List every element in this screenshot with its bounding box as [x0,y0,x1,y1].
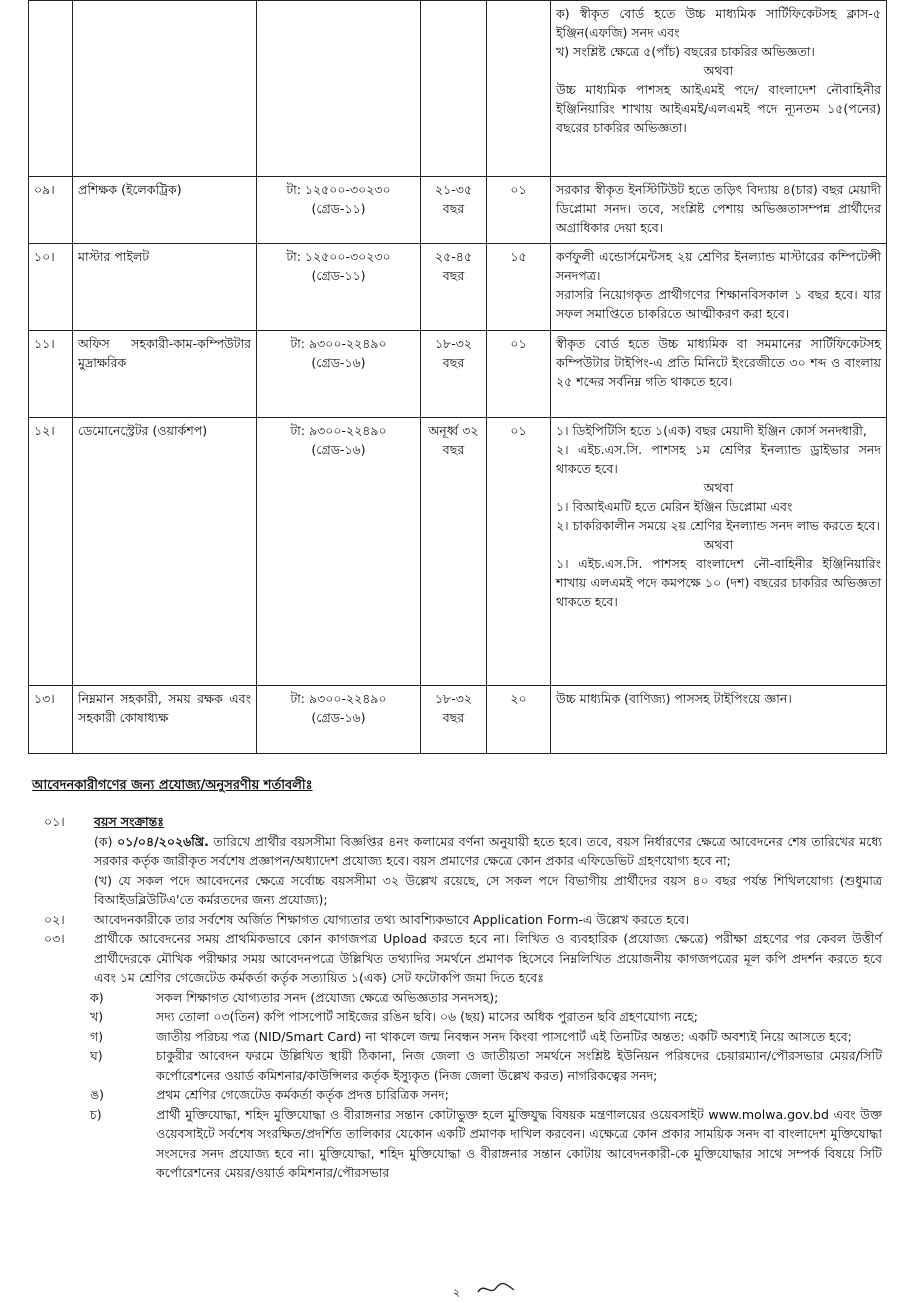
pay-grade: (গ্রেড-১১) [311,201,366,216]
qualification-line: সরকার স্বীকৃত ইনস্টিটিউট হতে তড়িৎ বিদ্যায় ৪(চার) বছর মেয়াদী ডিপ্লোমা সনদ। তবে, সংশ্লিষ্ট পেশায় অভিজ্ঞতাসম্পন্ন প্রার্থীদের অগ্রাধিকার দেয়া হবে। [556,182,881,235]
signature-initial [476,1280,516,1298]
age-cell [421,177,487,244]
count-cell: ০১ [487,177,551,244]
qualification-cell [551,1,887,177]
qualification-line: উচ্চ মাধ্যমিক (বাণিজ্য) পাসসহ টাইপিংয়ে জ্ঞান। [556,691,792,706]
age-unit: বছর [442,201,465,216]
qualification-line: কর্ণফুলী এন্ডোর্সমেন্টসহ ২য় শ্রেণির ইনল্যান্ড মাস্টারের কম্পিটেন্সী সনদপত্র। [556,249,881,283]
page-number: ২ [453,1286,461,1299]
age-range: ২৫-৪৫ [435,249,472,264]
pay-grade: (গ্রেড-১৬) [311,442,366,457]
age-range: অনূর্ধ্ব ৩২ [428,423,479,438]
condition-number: ০২। [44,911,65,927]
condition-paragraph: আবেদনকারীকে তার সর্বশেষ অর্জিত শিক্ষাগত যোগ্যতার তথ্য আবশ্যিকভাবে Application Form-এ উল্লেখ করতে হবে। [94,911,690,927]
age-unit: বছর [442,355,465,370]
sub-item-number: ঘ) [90,1048,103,1063]
or-separator: অথবা [703,63,734,78]
sl-cell: ১০। [29,244,73,331]
table-row [29,331,887,418]
age-cell [421,418,487,686]
table-row [29,244,887,331]
or-separator: অথবা [703,537,734,552]
or-separator: অথবা [703,480,734,495]
pay-grade: (গ্রেড-১৬) [311,710,366,725]
sl-cell: ০৯। [29,177,73,244]
pay-cell [257,418,421,686]
qualification-line: ১। ডিইপিটিসি হতে ১(এক) বছর মেয়াদী ইঞ্জিন কোর্স সনদধারী, [556,423,867,438]
count-cell: ১৫ [487,244,551,331]
post-cell: নিম্নমান সহকারী, সময় রক্ষক এবং সহকারী কোষাধ্যক্ষ [73,686,257,754]
clause-prefix: (ক) [94,833,118,849]
sub-item [32,1046,882,1085]
pay-cell [257,244,421,331]
job-table [28,0,887,754]
sub-item-text: জাতীয় পরিচয় পত্র (NID/Smart Card) না থাকলে জন্ম নিবন্ধন সনদ কিংবা পাসপোর্ট এই তিনটির অন্তত: একটি অবশ্যই নিয়ে আসতে হবে; [156,1028,852,1044]
qualification-line: উচ্চ মাধ্যমিক পাশসহ আইএমই পদে/ বাংলাদেশ নৌবাহিনীর ইঞ্জিনিয়ারিং শাখায় আইএমই/এলএমই পদে ন্যূনতম ১৫(পনের) বছরের চাকরির অভিজ্ঞতা। [556,82,881,135]
count-cell [487,1,551,177]
sub-item-number: চ) [90,1106,102,1122]
pay-scale: টা: ১২৫০০-৩০২৩০ [286,249,391,264]
condition-item [32,929,882,988]
sl-cell: ১১। [29,331,73,418]
conditions-list [32,812,882,1183]
qualification-cell [551,331,887,418]
qualification-line: ২। এইচ.এস.সি. পাশসহ ১ম শ্রেণির ইনল্যান্ড ড্রাইভার সনদ থাকতে হবে। [556,442,881,476]
age-cell [421,244,487,331]
sl-cell: ১২। [29,418,73,686]
table-row-continued [29,1,887,177]
qualification-cell [551,418,887,686]
pay-scale: টা: ১২৫০০-৩০২৩০ [286,182,391,197]
condition-heading: বয়স সংক্রান্তঃ [94,814,164,829]
condition-paragraph: (খ) যে সকল পদে আবেদনের ক্ষেত্রে সর্বোচ্চ বয়সসীমা ৩২ উল্লেখ রয়েছে, সে সকল পদে বিভাগীয় প্রার্থীদের বয়স ৪০ বছর পর্যন্ত শিথিলযোগ্য (শুধুমাত্র বিআইডব্লিউটিএ'তে কর্মরতদের জন্য প্রযোজ্য); [94,872,882,907]
age-unit: বছর [442,442,465,457]
pay-cell [257,331,421,418]
age-range: ২১-৩৫ [435,182,472,197]
condition-item [32,910,882,930]
qualification-line: ১। বিআইএমটি হতে মেরিন ইঞ্জিন ডিপ্লোমা এবং [556,499,793,514]
clause-text: তারিখে প্রার্থীর বয়সসীমা বিজ্ঞপ্তির ৪নং কলামের বর্ণনা অনুযায়ী হতে হবে। তবে, বয়স নির্ধারণের ক্ষেত্রে আবেদনের শেষ তারিখের মধ্যে সরকার কর্তৃক জারীকৃত সর্বশেষ প্রজ্ঞাপন/অধ্যাদেশ প্রযোজ্য হবে। বয়স প্রমাণের ক্ষেত্রে কোন প্রকার এফিডেভিট গ্রহণযোগ্য হবে না; [94,833,882,868]
post-cell: অফিস সহকারী-কাম-কম্পিউটার মুদ্রাক্ষরিক [73,331,257,418]
condition-number: ০১। [44,814,65,829]
table-row [29,418,887,686]
qualification-line: সরাসরি নিয়োগকৃত প্রার্থীগণের শিক্ষানবিসকাল ১ বছর হবে। যার সফল সমাপ্তিতে চাকরিতে আত্মীকরণ করা হবে। [556,287,881,321]
sub-item-text: চাকুরীর আবেদন ফরমে উল্লিখিত স্থায়ী ঠিকানা, নিজ জেলা ও জাতীয়তা সমর্থনে সংশ্লিষ্ট ইউনিয়ন পরিষদের চেয়ারম্যান/পৌরসভার মেয়র/সিটি কর্পোরেশনের ওয়ার্ড কমিশনার/কাউন্সিলর কর্তৃক ইস্যুকৃত (নিজ জেলা উল্লেখ করত) নাগরিকত্বের সনদ; [156,1048,882,1083]
age-reference-date: ০১/০৪/২০২৬খ্রি. [117,833,209,849]
pay-cell [257,686,421,754]
age-range: ১৮-৩২ [435,691,472,706]
qualification-cell [551,686,887,754]
count-cell: ০১ [487,331,551,418]
qualification-line: ক) স্বীকৃত বোর্ড হতে উচ্চ মাধ্যমিক সার্টিফিকেটসহ ক্লাস-৫ ইঞ্জিন(এফজি) সনদ এবং [556,6,881,40]
conditions-title: আবেদনকারীগণের জন্য প্রযোজ্য/অনুসরণীয় শর্তাবলীঃ [32,778,313,793]
sub-item [32,1007,882,1027]
sub-item-number: ক) [90,989,104,1005]
sub-item [32,988,882,1008]
qualification-line: ১। এইচ.এস.সি. পাশসহ বাংলাদেশ নৌ-বাহিনীর ইঞ্জিনিয়ারিং শাখায় এলএমই পদে কমপক্ষে ১০ (দশ) বছরের চাকরির অভিজ্ঞতা থাকতে হবে। [556,556,881,609]
qualification-line: খ) সংশ্লিষ্ট ক্ষেত্রে ৫(পাঁচ) বছরের চাকরির অভিজ্ঞতা। [556,44,815,59]
pay-cell [257,177,421,244]
pay-scale: টা: ৯৩০০-২২৪৯০ [290,423,387,438]
post-cell: প্রশিক্ষক (ইলেকট্রিক) [73,177,257,244]
condition-number: ০৩। [44,931,65,946]
condition-item [32,812,882,910]
sub-item-text: সদ্য তোলা ০৩(তিন) কপি পাসপোর্ট সাইজের রঙিন ছবি। ০৬ (ছয়) মাসের অধিক পুরাতন ছবি গ্রহণযোগ্য নহে; [156,1009,698,1024]
age-cell [421,686,487,754]
sub-item-number: গ) [90,1028,104,1044]
condition-paragraph [94,832,882,871]
sub-item [32,1105,882,1183]
post-cell: মাস্টার পাইলট [73,244,257,331]
count-cell: ০১ [487,418,551,686]
sub-item-text: প্রার্থী মুক্তিযোদ্ধা, শহিদ মুক্তিযোদ্ধা ও বীরাঙ্গনার সন্তান কোটাভুক্ত হলে মুক্তিযুদ্ধ বিষয়ক মন্ত্রণালয়ের ওয়েবসাইট www.molwa.gov.bd এবং উক্ত ওয়েবসাইটে সর্বশেষ সংরক্ষিত/প্রদর্শিত তালিকার যেকোন একটি প্রমাণক দাখিল করবেন। এক্ষেত্রে কোন প্রকার সাময়িক সনদ বা বাংলাদেশ মুক্তিযোদ্ধা সংসদের সনদ প্রযোজ্য হবে না। মুক্তিযোদ্ধা, শহিদ মুক্তিযোদ্ধা ও বীরাঙ্গনার সন্তান কোটায় আবেদনকারী-কে মুক্তিযোদ্ধার সাথে সম্পর্ক বিষয়ে সিটি কর্পোরেশনের মেয়র/ওয়ার্ড কমিশনার/পৌরসভার [156,1106,882,1180]
pay-cell [257,1,421,177]
table-row [29,686,887,754]
qualification-line: ২। চাকরিকালীন সময়ে ২য় শ্রেণির ইনল্যান্ড সনদ লাভ করতে হবে। [556,518,880,533]
pay-grade: (গ্রেড-১১) [311,268,366,283]
post-cell: ডেমোনেস্ট্রেটর (ওয়ার্কশপ) [73,418,257,686]
sub-item [32,1027,882,1047]
sub-item-number: খ) [90,1009,104,1024]
qualification-cell [551,244,887,331]
age-range: ১৮-৩২ [435,336,472,351]
age-cell [421,331,487,418]
sub-item-number: ঙ) [90,1087,105,1102]
age-cell [421,1,487,177]
pay-scale: টা: ৯৩০০-২২৪৯০ [290,336,387,351]
qualification-line: স্বীকৃত বোর্ড হতে উচ্চ মাধ্যমিক বা সমমানের সার্টিফিকেটসহ কম্পিউটার টাইপিং-এ প্রতি মিনিটে ইংরেজীতে ৩০ শব্দ ও বাংলায় ২৫ শব্দের সর্বনিম্ন গতি থাকতে হবে। [556,336,881,389]
pay-scale: টা: ৯৩০০-২২৪৯০ [290,691,387,706]
sub-item-text: সকল শিক্ষাগত যোগ্যতার সনদ (প্রযোজ্য ক্ষেত্রে অভিজ্ঞতার সনদসহ); [156,989,499,1005]
condition-paragraph: প্রার্থীকে আবেদনের সময় প্রাথমিকভাবে কোন কাগজপত্র Upload করতে হবে না। লিখিত ও ব্যবহারিক (প্রযোজ্য ক্ষেত্রে) পরীক্ষা গ্রহণের পর কেবল উত্তীর্ণ প্রার্থীদেরকে মৌখিক পরীক্ষার সময় আবেদনপত্রে উল্লিখিত তথ্যাদির সমর্থনে প্রমাণক হিসেবে নিম্নলিখিত প্রয়োজনীয় কাগজপত্রের মূল কপি প্রদর্শন করতে হবে এবং ১ম শ্রেণির গেজেটেড কর্মকর্তা কর্তৃক সত্যায়িত ১(এক) সেট ফটোকপি জমা দিতে হবেঃ [94,931,882,985]
pay-grade: (গ্রেড-১৬) [311,355,366,370]
sub-item-text: প্রথম শ্রেণির গেজেটেড কর্মকর্তা কর্তৃক প্রদত্ত চারিত্রিক সনদ; [156,1087,449,1102]
qualification-cell [551,177,887,244]
post-cell [73,1,257,177]
sl-cell: ১৩। [29,686,73,754]
sub-item [32,1085,882,1105]
table-row [29,177,887,244]
age-unit: বছর [442,268,465,283]
age-unit: বছর [442,710,465,725]
sl-cell [29,1,73,177]
count-cell: ২০ [487,686,551,754]
